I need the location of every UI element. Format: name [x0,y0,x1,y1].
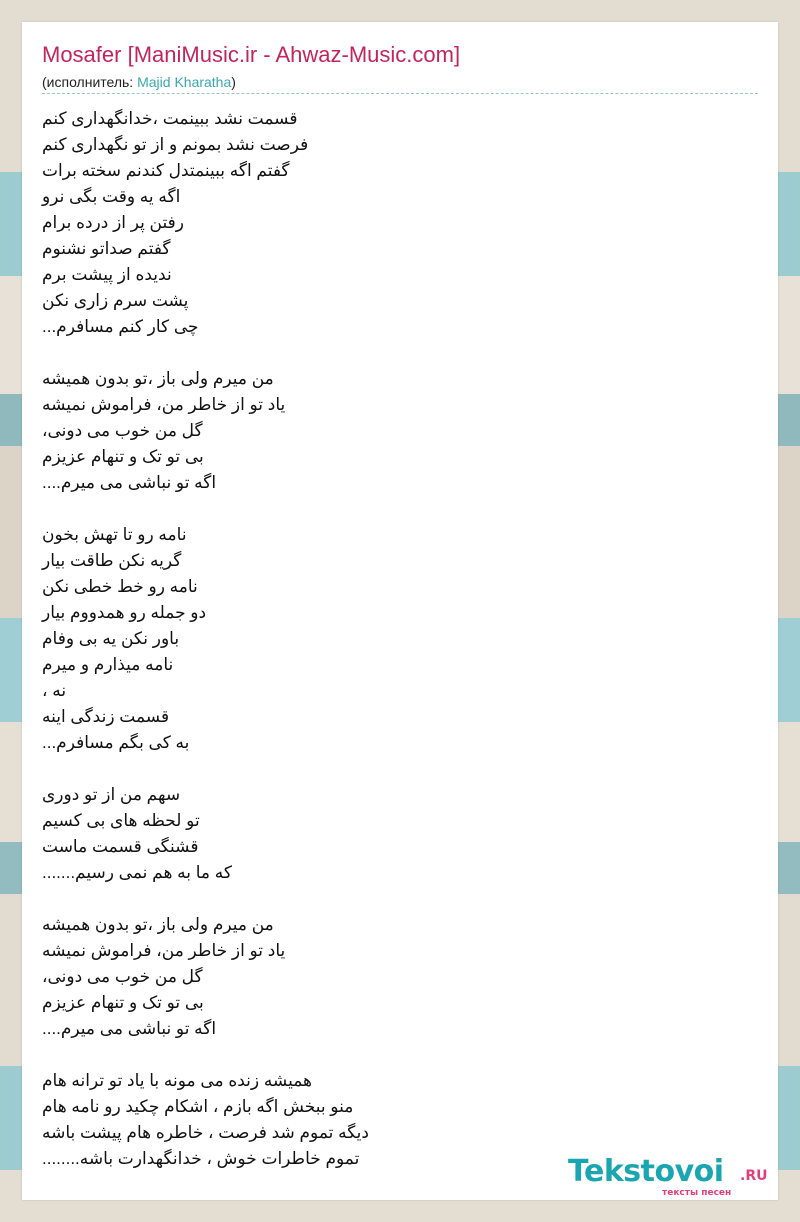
lyric-line: بی تو تک و تنهام عزیزم [42,993,204,1012]
lyric-line: نامه رو خط خطی نکن [42,577,198,596]
artist-suffix: ) [231,74,236,90]
logo-tagline: тексты песен [662,1188,732,1198]
lyric-line: نه ، [42,681,67,700]
lyrics-body [42,106,602,1198]
logo-wordmark: Tekstovoi [568,1154,724,1189]
lyric-line: تو لحظه های بی کسیم [42,811,200,830]
lyric-line: چی کار کنم مسافرم... [42,317,199,336]
lyric-line: قسمت زندگی اینه [42,707,170,726]
lyric-line: گفتم صداتو نشنوم [42,239,171,258]
lyric-line: که ما به هم نمی رسیم....... [42,863,232,882]
lyric-line: اگه تو نباشی می میرم.... [42,473,217,492]
artist-link[interactable]: Majid Kharatha [137,74,232,90]
lyric-line: دیگه تموم شد فرصت ، خاطره هام پیشت باشه [42,1123,369,1142]
lyric-line: نامه میذارم و میرم [42,655,174,674]
lyric-line: فرصت نشد بمونم و از تو نگهداری کنم [42,135,309,154]
lyric-line: قشنگی قسمت ماست [42,837,199,856]
lyric-line: یاد تو از خاطر من، فراموش نمیشه [42,941,286,960]
lyric-line: رفتن پر از درده برام [42,213,184,232]
lyric-line: پشت سرم زاری نکن [42,291,189,310]
artist-prefix: (исполнитель: [42,74,138,90]
lyric-line: به کی بگم مسافرم... [42,733,190,752]
lyric-line: ندیده از پیشت برم [42,265,172,284]
lyric-stanza [42,912,602,1042]
lyric-line: تموم خاطرات خوش ، خدانگهدارت باشه........ [42,1149,360,1168]
lyric-line: بی تو تک و تنهام عزیزم [42,447,204,466]
lyric-line: گریه نکن طاقت بیار [42,551,182,570]
lyric-stanza [42,782,602,886]
lyric-stanza [42,366,602,496]
lyric-line: باور نکن یه بی وفام [42,629,180,648]
lyric-line: نامه رو تا تهش بخون [42,525,187,544]
lyric-line: یاد تو از خاطر من، فراموش نمیشه [42,395,286,414]
lyric-line: قسمت نشد ببینمت ،خدانگهداری کنم [42,109,298,128]
lyric-line: من میرم ولی باز ،تو بدون همیشه [42,915,274,934]
lyric-line: گل من خوب می دونی، [42,421,203,440]
lyric-line: اگه یه وقت بگی نرو [42,187,181,206]
site-logo[interactable] [568,1154,778,1200]
lyric-stanza [42,1068,602,1172]
lyric-line: گفتم اگه ببینمتدل کندنم سخته برات [42,161,290,180]
logo-domain: .RU [740,1168,768,1184]
lyric-line: من میرم ولی باز ،تو بدون همیشه [42,369,274,388]
lyric-stanza [42,522,602,756]
lyric-line: دو جمله رو همدووم بیار [42,603,207,622]
artist-line [42,74,236,90]
lyric-line: همیشه زنده می مونه با یاد تو ترانه هام [42,1071,313,1090]
lyric-line: منو ببخش اگه بازم ، اشکام چکید رو نامه هام [42,1097,354,1116]
title-divider [42,93,758,94]
lyric-stanza [42,106,602,340]
lyric-line: سهم من از تو دوری [42,785,181,804]
lyric-line: گل من خوب می دونی، [42,967,203,986]
song-title: Mosafer [ManiMusic.ir - Ahwaz-Music.com] [42,42,461,67]
lyric-line: اگه تو نباشی می میرم.... [42,1019,217,1038]
lyrics-card [22,22,778,1200]
